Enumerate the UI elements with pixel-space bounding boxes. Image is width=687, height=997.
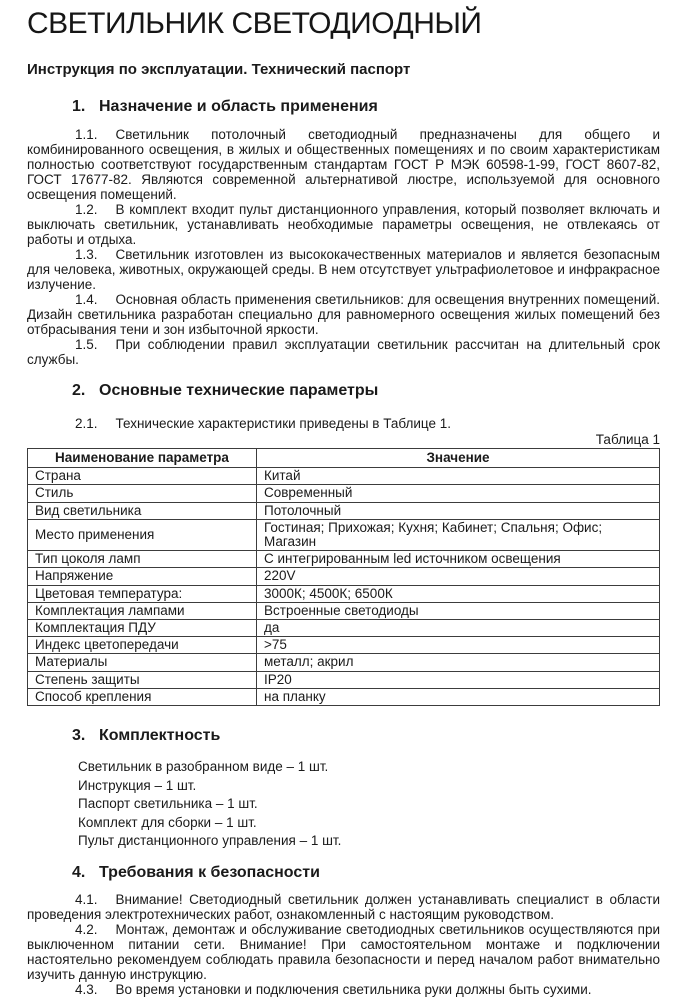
- paragraph-number: 1.3.: [75, 247, 98, 262]
- table-cell-value: Китай: [257, 468, 660, 485]
- section-4-title: Требования к безопасности: [99, 864, 320, 882]
- table-row: [28, 688, 660, 705]
- table-cell-value: >75: [257, 637, 660, 654]
- table-cell-name: Страна: [28, 468, 257, 485]
- paragraph-1-4: [27, 292, 660, 337]
- kit-list: [27, 758, 660, 851]
- paragraph-4-3: [27, 982, 660, 997]
- table-cell-value: на планку: [257, 688, 660, 705]
- table-row: [28, 602, 660, 619]
- section-2-paragraphs: [27, 416, 660, 431]
- table-cell-value: IP20: [257, 671, 660, 688]
- paragraph-4-1: [27, 892, 660, 922]
- paragraph-number: 4.2.: [75, 922, 98, 938]
- table-row: [28, 637, 660, 654]
- paragraph-text: Монтаж, демонтаж и обслуживание светодиодных светильников осуществляются при выключенном питании сети. Внимание! При самостоятельном монтаже и подключении настоятельно рекомендуем соблюдать правила безопасности и перед началом работ внимательно изучить данную инструкцию.: [27, 922, 660, 983]
- paragraph-number: 1.4.: [75, 292, 98, 307]
- section-1-paragraphs: [27, 127, 660, 367]
- paragraph-text: Внимание! Светодиодный светильник должен устанавливать специалист в области проведения электротехнических работ, ознакомленный с настоящим руководством.: [27, 892, 660, 923]
- paragraph-1-1: [27, 127, 660, 202]
- table-row: [28, 620, 660, 637]
- paragraph-number: 2.1.: [75, 416, 98, 431]
- paragraph-1-5: [27, 337, 660, 367]
- paragraph-number: 1.1.: [75, 127, 98, 142]
- section-1-number: 1.: [72, 98, 86, 115]
- paragraph-number: 1.5.: [75, 337, 98, 352]
- section-3-title: Комплектность: [99, 727, 221, 745]
- table-cell-value: да: [257, 620, 660, 637]
- table-row: [28, 671, 660, 688]
- table-row: [28, 568, 660, 585]
- table-row: [28, 551, 660, 568]
- section-4-heading: [27, 863, 660, 882]
- list-item: Инструкция – 1 шт.: [78, 777, 197, 793]
- table-cell-name: Комплектация лампами: [28, 602, 257, 619]
- table-row: [28, 502, 660, 519]
- paragraph-2-1: [27, 416, 660, 431]
- table-cell-value: Современный: [257, 485, 660, 502]
- section-3-number: 3.: [72, 727, 86, 745]
- table-cell-value: Потолочный: [257, 502, 660, 519]
- paragraph-text: Во время установки и подключения светильника руки должны быть сухими.: [115, 982, 592, 997]
- table-cell-name: Тип цоколя ламп: [28, 551, 257, 568]
- section-4-number: 4.: [72, 864, 86, 882]
- paragraph-text: Технические характеристики приведены в Таблице 1.: [115, 416, 452, 431]
- paragraph-text: При соблюдении правил эксплуатации светильник рассчитан на длительный срок службы.: [27, 337, 660, 367]
- section-2-heading: [27, 381, 660, 400]
- table-cell-name: Индекс цветопередачи: [28, 637, 257, 654]
- parameters-table: [27, 448, 660, 706]
- table-cell-name: Материалы: [28, 654, 257, 671]
- paragraph-text: В комплект входит пульт дистанционного управления, который позволяет включать и выключать светильник, устанавливать необходимые параметры освещения, не отвлекаясь от работы и отдыха.: [27, 202, 660, 247]
- table-cell-value: Гостиная; Прихожая; Кухня; Кабинет; Спальня; Офис; Магазин: [257, 519, 660, 550]
- paragraph-text: Светильник изготовлен из высококачественных материалов и является безопасным для человека, животных, окружающей среды. В нем отсутствует ультрафиолетовое и инфракрасное излучение.: [27, 247, 660, 292]
- paragraph-number: 4.1.: [75, 892, 98, 908]
- section-1-title: Назначение и область применения: [99, 98, 378, 115]
- paragraph-number: 4.3.: [75, 982, 98, 997]
- table-cell-name: Напряжение: [28, 568, 257, 585]
- table-cell-name: Цветовая температура:: [28, 585, 257, 602]
- table-cell-name: Вид светильника: [28, 502, 257, 519]
- section-4-paragraphs: [27, 892, 660, 997]
- table-cell-name: Способ крепления: [28, 688, 257, 705]
- doc-subtitle: Инструкция по эксплуатации. Технический паспорт: [27, 61, 411, 78]
- table-cell-name: Степень защиты: [28, 671, 257, 688]
- list-item: Комплект для сборки – 1 шт.: [78, 814, 257, 830]
- table-row: [28, 485, 660, 502]
- table-cell-name: Место применения: [28, 519, 257, 550]
- paragraph-1-3: [27, 247, 660, 292]
- list-item: Светильник в разобранном виде – 1 шт.: [78, 759, 329, 775]
- table-row: [28, 654, 660, 671]
- table-header-row: [28, 449, 660, 468]
- section-3-heading: [27, 726, 660, 745]
- paragraph-text: Основная область применения светильников: для освещения внутренних помещений. Дизайн светильника разработан специально для равномерного освещения жилых помещений без отбрасывания тени и зон избыточной яркости.: [27, 292, 660, 337]
- table-cell-name: Комплектация ПДУ: [28, 620, 257, 637]
- table-row: [28, 468, 660, 485]
- list-item: Паспорт светильника – 1 шт.: [78, 796, 258, 812]
- table-cell-value: Встроенные светодиоды: [257, 602, 660, 619]
- section-2-number: 2.: [72, 382, 86, 399]
- table-header-parameter: Наименование параметра: [28, 449, 257, 468]
- table-header-value: Значение: [257, 449, 660, 468]
- table-row: [28, 519, 660, 550]
- paragraph-number: 1.2.: [75, 202, 98, 217]
- table-cell-value: 3000К; 4500К; 6500К: [257, 585, 660, 602]
- table-row: [28, 585, 660, 602]
- paragraph-1-2: [27, 202, 660, 247]
- list-item: Пульт дистанционного управления – 1 шт.: [78, 833, 342, 849]
- table-cell-value: С интегрированным led источником освещения: [257, 551, 660, 568]
- table-cell-name: Стиль: [28, 485, 257, 502]
- table-caption: Таблица 1: [595, 432, 660, 447]
- section-2-title: Основные технические параметры: [99, 382, 379, 399]
- section-1-heading: [27, 97, 660, 116]
- doc-title: СВЕТИЛЬНИК СВЕТОДИОДНЫЙ: [27, 7, 482, 40]
- paragraph-4-2: [27, 922, 660, 982]
- table-cell-value: 220V: [257, 568, 660, 585]
- paragraph-text: Светильник потолочный светодиодный предназначены для общего и комбинированного освещения, в жилых и общественных помещениях и по своим характеристикам полностью соответствуют государственным стандартам ГОСТ Р МЭК 60598-1-99, ГОСТ 8607-82, ГОСТ 17677-82. Являются современной альтернативой люстре, используемой для основного освещения помещений.: [27, 127, 660, 202]
- table-cell-value: металл; акрил: [257, 654, 660, 671]
